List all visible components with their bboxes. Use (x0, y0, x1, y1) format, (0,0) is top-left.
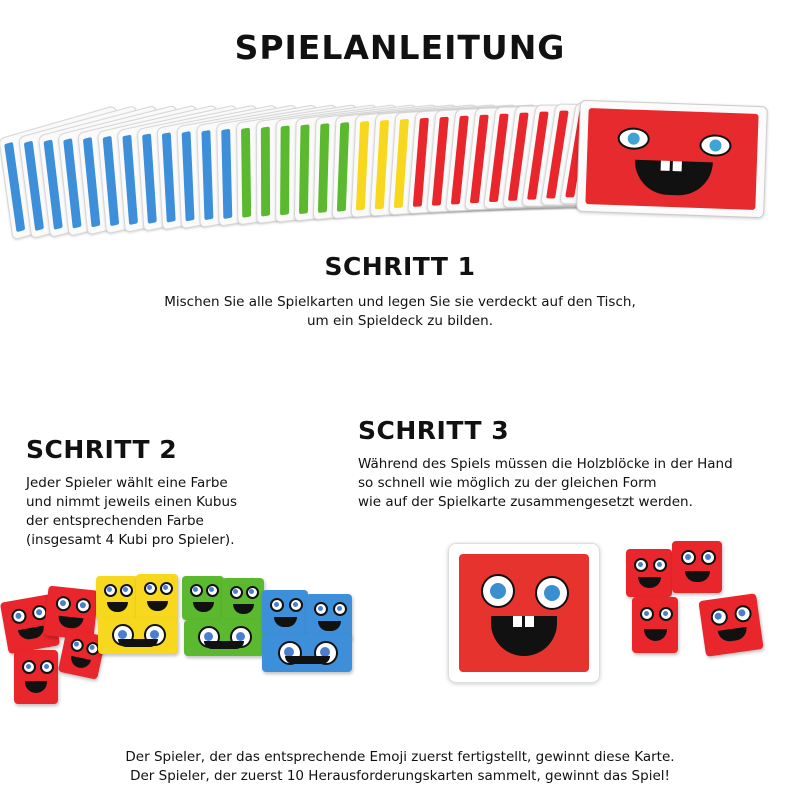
yellow-cube (136, 574, 178, 620)
card-and-cubes-illustration (440, 535, 780, 685)
card-color-stripe (221, 129, 232, 219)
step3-heading: SCHRITT 3 (358, 416, 510, 445)
card-color-stripe (103, 136, 120, 227)
step2-text-line3: der entsprechenden Farbe (26, 513, 204, 529)
footer-text-line2: Der Spieler, der zuerst 10 Herausforderungskarten sammelt, gewinnt das Spiel! (130, 768, 670, 784)
card-color-stripe (162, 132, 176, 222)
card-color-stripe (394, 119, 409, 208)
step2-text-line1: Jeder Spieler wählt eine Farbe (26, 475, 228, 491)
card-deck-illustration (0, 95, 800, 225)
card-color-stripe (337, 122, 349, 212)
step3-text-line2: so schnell wie möglich zu der gleichen Form (358, 475, 657, 491)
yellow-cube (96, 576, 138, 620)
step2-text-line4: (insgesamt 4 Kubi pro Spieler). (26, 532, 235, 548)
green-cube (184, 620, 264, 656)
card-color-stripe (375, 120, 389, 209)
green-cube (222, 578, 264, 622)
page-title: SPIELANLEITUNG (234, 28, 566, 67)
step1-text-line1: Mischen Sie alle Spielkarten und legen Sie sie verdeckt auf den Tisch, (164, 294, 636, 310)
step1-text-line2: um ein Spieldeck zu bilden. (307, 313, 493, 329)
card-color-stripe (280, 125, 290, 215)
step3-text-line1: Während des Spiels müssen die Holzblöcke in der Hand (358, 456, 733, 472)
card-color-stripe (241, 128, 251, 218)
blue-cube (262, 634, 352, 672)
footer-text-line1: Der Spieler, der das entsprechende Emoji zuerst fertigstellt, gewinnt diese Karte. (125, 749, 675, 765)
card-color-stripe (182, 131, 195, 221)
step1-heading: SCHRITT 1 (324, 252, 476, 281)
emoji-card-large (448, 543, 600, 683)
card-color-stripe (142, 133, 157, 224)
card-color-stripe (413, 118, 429, 207)
card-color-stripe (83, 137, 100, 228)
card-color-stripe (299, 124, 309, 214)
step2-heading: SCHRITT 2 (26, 435, 178, 464)
red-cube (14, 650, 58, 704)
blue-cube (262, 590, 308, 636)
red-cube (698, 593, 763, 657)
step3-text-line3: wie auf der Spielkarte zusammengesetzt werden. (358, 494, 693, 510)
red-cube (672, 541, 722, 593)
color-cubes-illustration (0, 570, 370, 720)
step2-text-line2: und nimmt jeweils einen Kubus (26, 494, 238, 510)
green-cube (182, 576, 224, 620)
card-color-stripe (356, 121, 369, 211)
emoji-card-face (576, 100, 768, 218)
card-color-stripe (318, 123, 329, 213)
card-color-stripe (201, 130, 213, 220)
card-color-stripe (261, 126, 270, 216)
yellow-cube (98, 618, 178, 654)
red-cube (626, 549, 672, 597)
red-cube (632, 597, 678, 653)
card-color-stripe (122, 135, 138, 226)
